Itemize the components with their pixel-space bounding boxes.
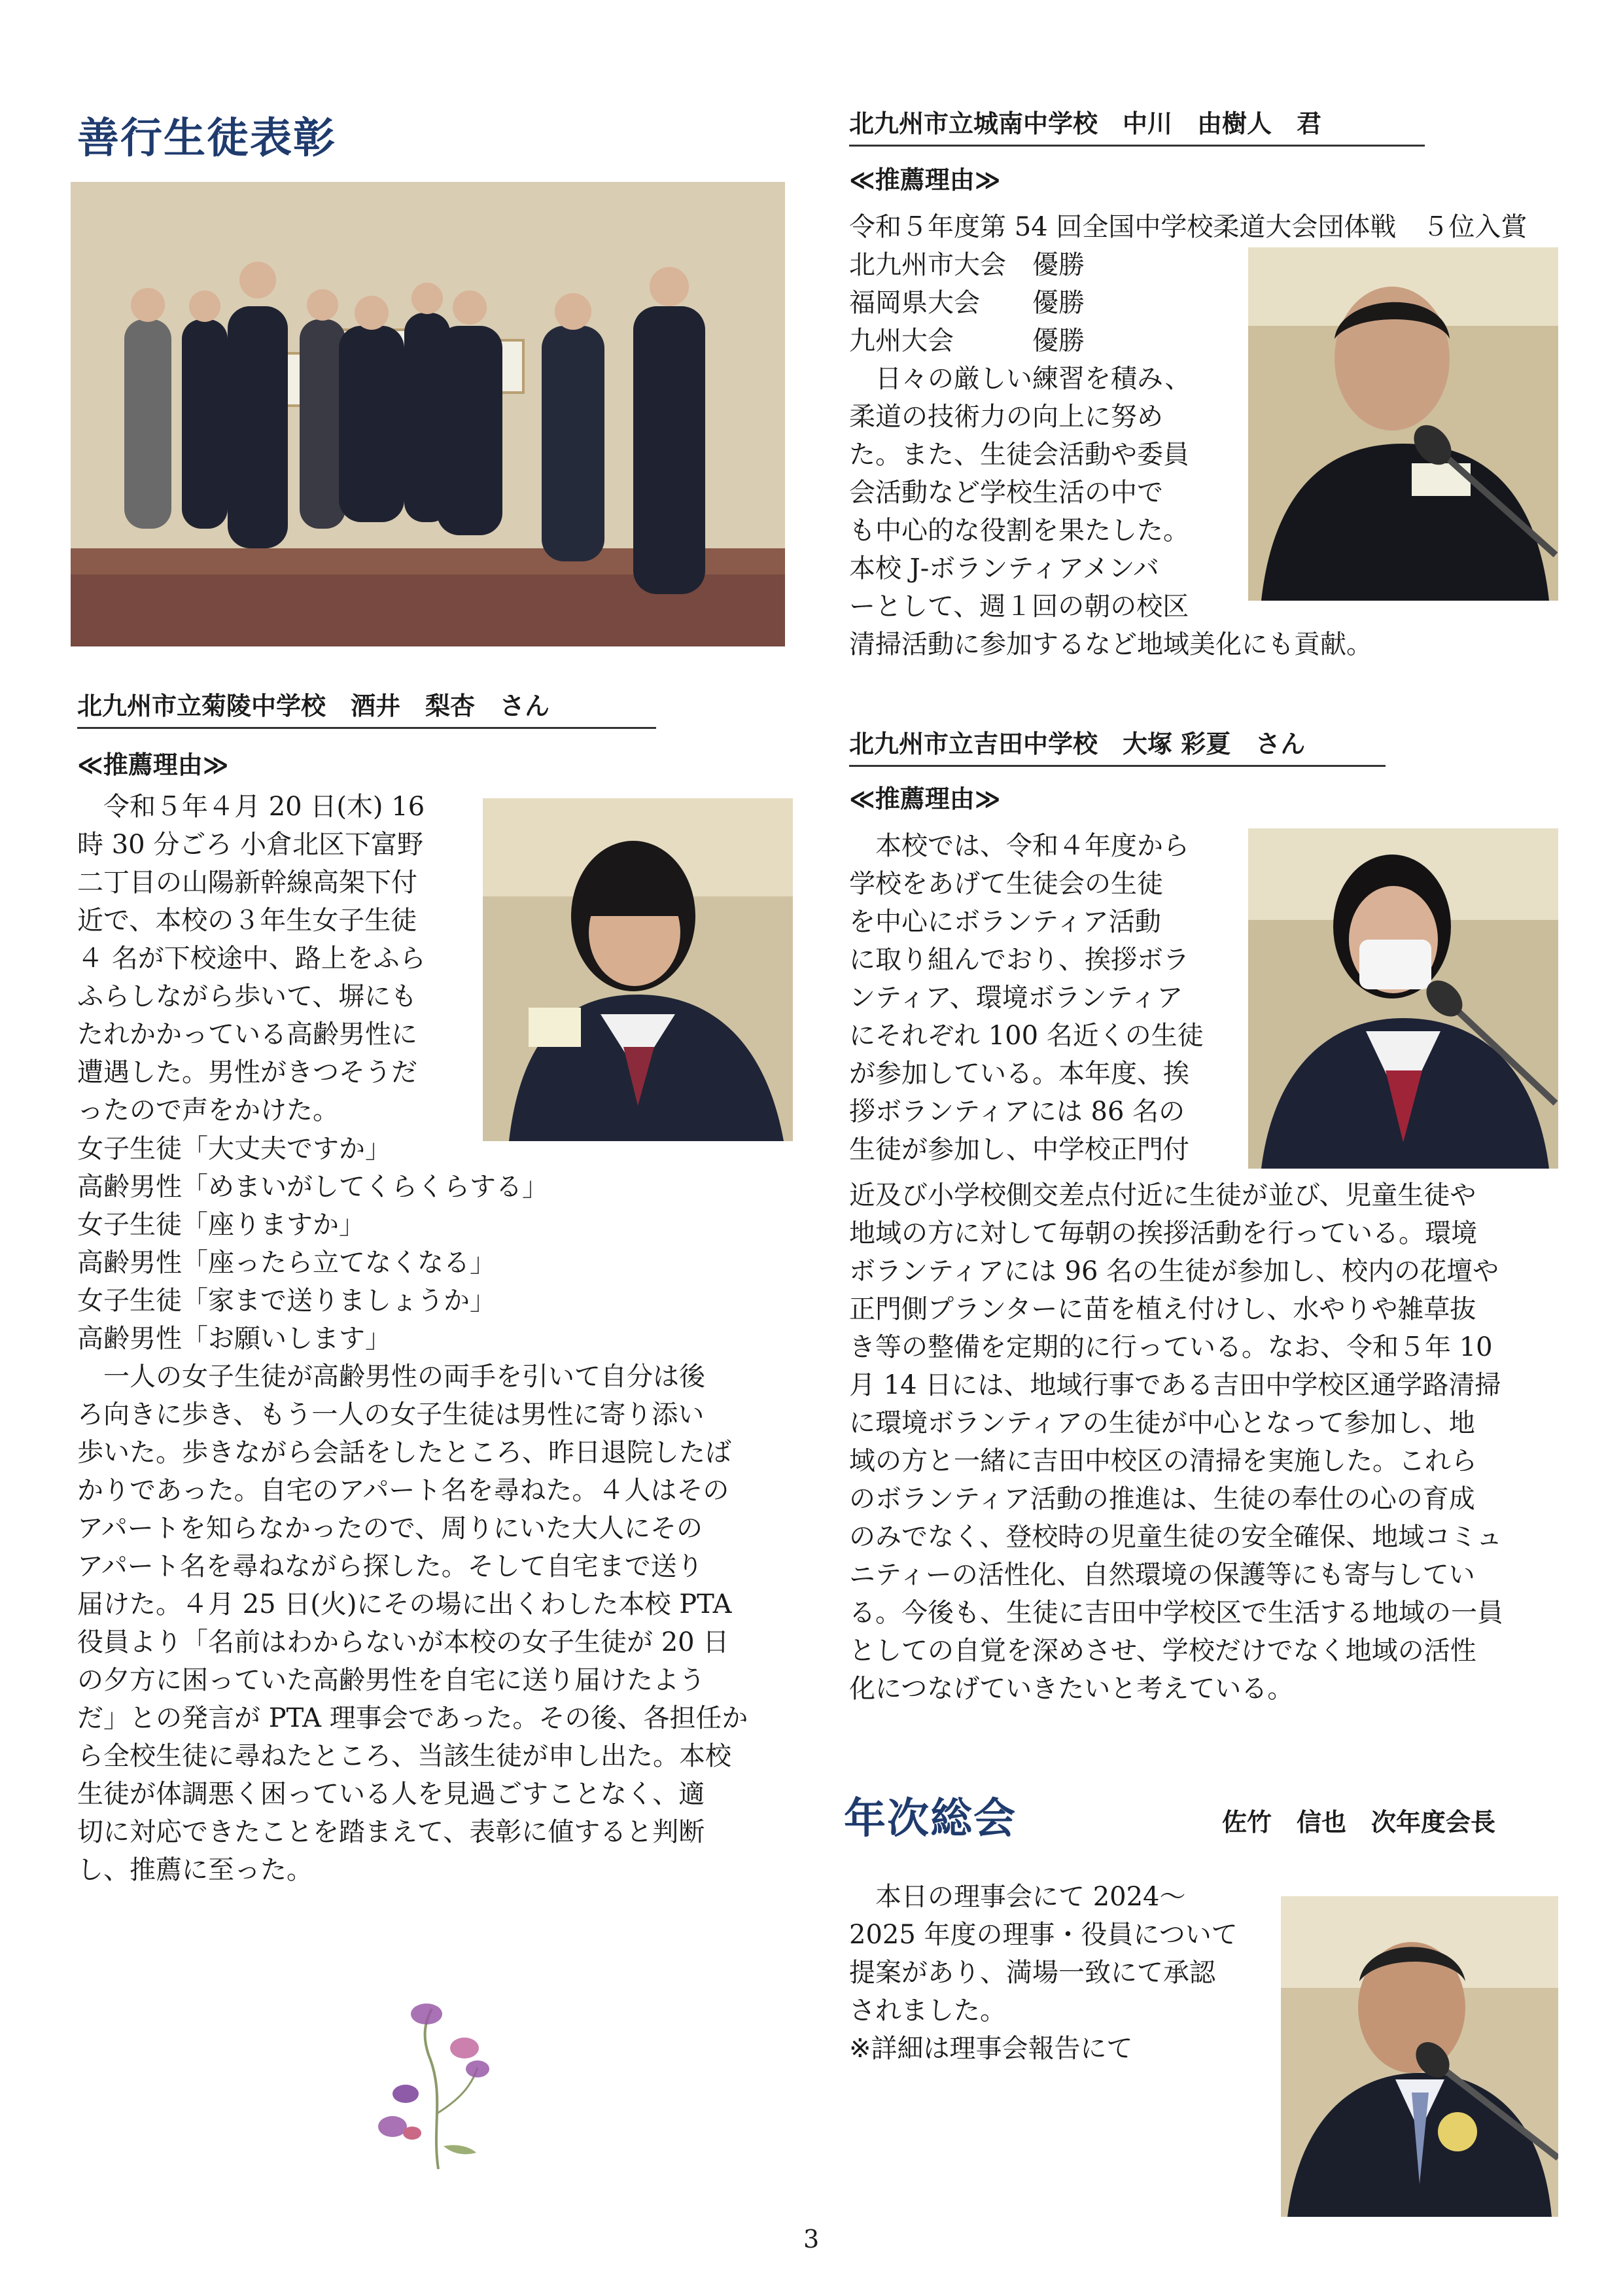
jonan-student-photo (1248, 247, 1558, 601)
yoshida-reason-label: ≪推薦理由≫ (849, 785, 1001, 813)
chairman-photo (1281, 1896, 1558, 2217)
kikuryo-student-photo (483, 798, 793, 1141)
general-meeting-speaker: 佐竹 信也 次年度会長 (1222, 1808, 1496, 1837)
general-meeting-text: 本日の理事会にて 2024～ 2025 年度の理事・役員について 提案があり、満場一致にて承認 されました。 ※詳細は理事会報告にて (849, 1882, 1238, 2064)
student-portrait-icon (483, 798, 793, 1141)
jonan-reason-text: 北九州市大会 優勝 福岡県大会 優勝 九州大会 優勝 日々の厳しい練習を積み、 柔道の技術力の向上に努め た。また、生徒会活動や委員 会活動など学校生活の中で も中心的な役割を果たした。 本校 J-ボランティアメンバ ーとして、週１回の朝の校区 (849, 250, 1191, 622)
student-portrait-icon (1248, 247, 1558, 601)
jonan-reason-text-continued: 清掃活動に参加するなど地域美化にも貢献。 (849, 629, 1372, 660)
yoshida-school-heading: 北九州市立吉田中学校 大塚 彩夏 さん (849, 724, 1386, 767)
kikuryo-reason-label: ≪推薦理由≫ (77, 751, 229, 779)
flower-icon (366, 1996, 510, 2172)
yoshida-student-photo (1248, 828, 1558, 1169)
group-photo-icon (71, 182, 785, 646)
kikuryo-reason-text: 令和５年４月 20 日(木) 16 時 30 分ごろ 小倉北区下富野 二丁目の山陽新幹線高架下付 近で、本校の３年生女子生徒 ４ 名が下校途中、路上をふら ふらしながら歩いて、塀にも たれかかっている高齢男性に 遭遇した。男性がきつそうだ ったので声をかけた。 (77, 792, 426, 1125)
page-number: 3 (803, 2225, 820, 2253)
jonan-reason-label: ≪推薦理由≫ (849, 166, 1001, 194)
kikuryo-reason-text-continued: 女子生徒「大丈夫ですか」 高齢男性「めまいがしてくらくらする」 女子生徒「座りますか」 高齢男性「座ったら立てなくなる」 女子生徒「家まで送りましょうか」 高齢男性「お願いします」 一人の女子生徒が高齢男性の両手を引いて自分は後 ろ向きに歩き、もう一人の女子生徒は男性に寄り添い 歩いた。歩きながら会話をしたところ、昨日退院したば かりであった。自宅のアパート名を尋ねた。４人はその アパートを知らなかったので、周りにいた大人にその アパート名を尋ねながら探した。そして自宅まで送り 届けた。４月 25 日(火)にその場に出くわした本校 PTA 役員より「名前はわからないが本校の女子生徒が 20 日 の夕方に困っていた高齢男性を自宅に送り届けたよう だ」との発言が PTA 理事会であった。その後、各担任か ら全校生徒に尋ねたところ、当該生徒が申し出た。本校 生徒が体調悪く困っている人を見過ごすことなく、適 切に対応できたことを踏まえて、表彰に値すると判断 し、推薦に至った。 (77, 1134, 748, 1885)
student-portrait-icon (1248, 828, 1558, 1169)
jonan-school-heading: 北九州市立城南中学校 中川 由樹人 君 (849, 103, 1425, 147)
general-meeting-title: 年次総会 (844, 1795, 1017, 1843)
group-photo (71, 182, 785, 646)
kikuryo-school-heading: 北九州市立菊陵中学校 酒井 梨杏 さん (77, 686, 656, 729)
jonan-award-line: 令和５年度第 54 回全国中学校柔道大会団体戦 ５位入賞 (849, 212, 1527, 242)
speaker-portrait-icon (1281, 1896, 1558, 2217)
award-section-title: 善行生徒表彰 (77, 115, 336, 163)
yoshida-reason-text: 本校では、令和４年度から 学校をあげて生徒会の生徒 を中心にボランティア活動 に取り組んでおり、挨拶ボラ ンティア、環境ボランティア にそれぞれ 100 名近くの生徒 が参加している。本年度、挨 拶ボランティアには 86 名の 生徒が参加し、中学校正門付 (849, 831, 1204, 1165)
yoshida-reason-text-continued: 近及び小学校側交差点付近に生徒が並び、児童生徒や 地域の方に対して毎朝の挨拶活動を行っている。環境 ボランティアには 96 名の生徒が参加し、校内の花壇や 正門側プランターに苗を植え付けし、水やりや雑草抜 き等の整備を定期的に行っている。なお、令和５年 10 月 14 日には、地域行事である吉田中学校区通学路清掃 に環境ボランティアの生徒が中心となって参加し、地 域の方と一緒に吉田中校区の清掃を実施した。これら のボランティア活動の推進は、生徒の奉仕の心の育成 のみでなく、登校時の児童生徒の安全確保、地域コミュ ニティーの活性化、自然環境の保護等にも寄与してい る。今後も、生徒に吉田中学校区で生活する地域の一員 としての自覚を深めさせ、学校だけでなく地域の活性 化につなげていきたいと考えている。 (849, 1180, 1503, 1704)
flower-illustration (366, 1996, 510, 2172)
